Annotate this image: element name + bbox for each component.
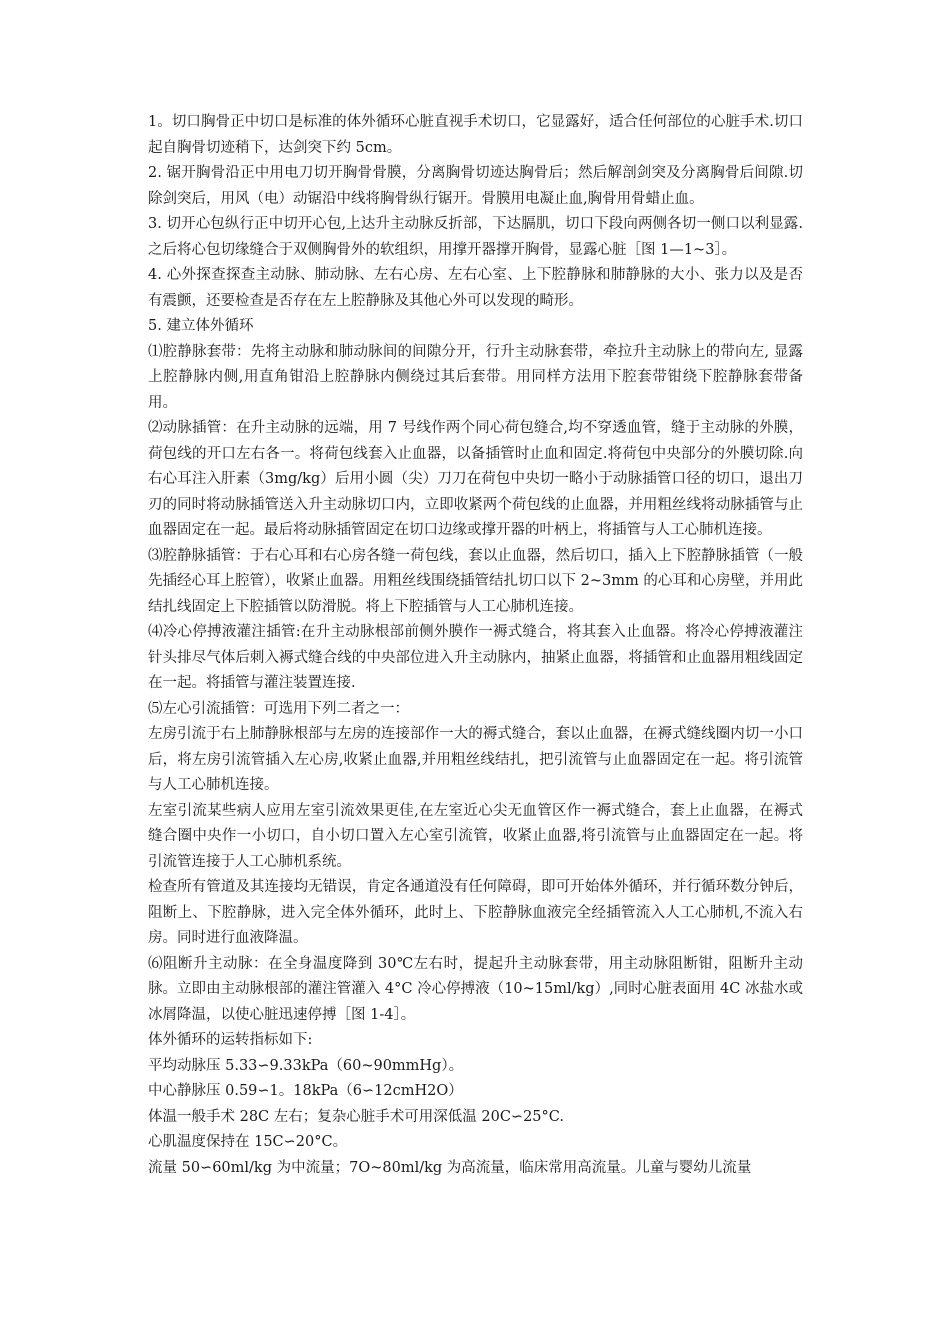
paragraph-venous-cannulation: ⑶腔静脉插管：于右心耳和右心房各缝一荷包线，套以止血器，然后切口，插入上下腔静脉插管（一般先插经心耳上腔管），收紧止血器。用粗丝线围绕插管结扎切口以下 2~3mm 的心耳和心房壁，并用此结扎线固定上下腔插管以防滑脱。将上下腔插管与人工心肺机连接。: [148, 547, 803, 615]
paragraph-left-ventricular-vent: 左室引流某些病人应用左室引流效果更佳,在左室近心尖无血管区作一褥式缝合，套上止血器，在褥式缝合圈中央作一小切口，自小切口置入左心室引流管，收紧止血器,将引流管与止血器固定在一起。将引流管连接于人工心肺机系统。: [148, 802, 803, 870]
document-body: [148, 110, 803, 1181]
paragraph-central-venous-pressure: 中心静脉压 0.59∽1。18kPa（6∽12cmH2O）: [148, 1083, 463, 1099]
paragraph-mean-arterial-pressure: 平均动脉压 5.33∽9.33kPa（60~90mmHg）。: [148, 1057, 464, 1074]
paragraph-arterial-cannulation: ⑵动脉插管：在升主动脉的远端，用 7 号线作两个同心荷包缝合,均不穿透血管，缝于主动脉的外膜，荷包线的开口左右各一。将荷包线套入止血器，以备插管时止血和固定.将荷包中央部分的外膜切除.向右心耳注入肝素（3mg/kg）后用小圆（尖）刀刀在荷包中央切一略小于动脉插管口径的切口，退出刀刃的同时将动脉插管送入升主动脉切口内，立即收紧两个荷包线的止血器，并用粗丝线将动脉插管与止血器固定在一起。最后将动脉插管固定在切口边缘或撑开器的叶柄上，将插管与人工心肺机连接。: [148, 420, 803, 538]
paragraph-pericardium: 3. 切开心包纵行正中切开心包,上达升主动脉反折部，下达膈肌，切口下段向两侧各切一侧口以利显露.之后将心包切缘缝合于双侧胸骨外的软组织，用撑开器撑开胸骨，显露心脏［图 1—1~3］。: [148, 216, 803, 258]
paragraph-exploration: 4. 心外探查探查主动脉、肺动脉、左右心房、左右心室、上下腔静脉和肺静脉的大小、张力以及是否有震颤，还要检查是否存在左上腔静脉及其他心外可以发现的畸形。: [148, 267, 803, 309]
paragraph-cpb-heading: 5. 建立体外循环: [148, 318, 254, 334]
paragraph-flow-rate: 流量 50∽60ml/kg 为中流量；7O~80ml/kg 为高流量，临床常用高流量。儿童与婴幼儿流量: [148, 1159, 752, 1176]
paragraph-cardioplegia-cannula: ⑷冷心停搏液灌注插管:在升主动脉根部前侧外膜作一褥式缝合，将其套入止血器。将冷心停搏液灌注针头排尽气体后刺入褥式缝合线的中央部位进入升主动脉内，抽紧止血器，将插管和止血器用粗线固定在一起。将插管与灌注装置连接.: [148, 624, 803, 691]
paragraph-sternotomy: 2. 锯开胸骨沿正中用电刀切开胸骨骨膜，分离胸骨切迹达胸骨后；然后解剖剑突及分离胸骨后间隙.切除剑突后，用风（电）动锯沿中线将胸骨纵行锯开。骨膜用电凝止血,胸骨用骨蜡止血。: [148, 165, 803, 207]
paragraph-left-heart-vent: ⑸左心引流插管：可选用下列二者之一：: [148, 700, 409, 717]
paragraph-body-temperature: 体温一般手术 28C 左右；复杂心脏手术可用深低温 20C∽25°C.: [148, 1108, 564, 1125]
paragraph-aortic-clamp: ⑹阻断升主动脉：在全身温度降到 30℃左右时，提起升主动脉套带，用主动脉阻断钳，阻断升主动脉。立即由主动脉根部的灌注管灌入 4°C 冷心停搏液（10~15ml/kg）,同时心脏表面用 4C 冰盐水或冰屑降温，以使心脏迅速停搏［图 1-4］。: [148, 955, 803, 1023]
paragraph-left-atrial-vent: 左房引流于右上肺静脉根部与左房的连接部作一大的褥式缝合，套以止血器，在褥式缝线圈内切一小口后，将左房引流管插入左心房,收紧止血器,并用粗丝线结扎，把引流管与止血器固定在一起。将引流管与人工心肺机连接。: [148, 726, 803, 793]
paragraph-myocardial-temperature: 心肌温度保持在 15C∽20°C。: [148, 1134, 348, 1150]
paragraph-indicators-heading: 体外循环的运转指标如下:: [148, 1032, 313, 1048]
paragraph-vena-cava-tapes: ⑴腔静脉套带：先将主动脉和肺动脉间的间隙分开，行升主动脉套带，牵拉升主动脉上的带向左, 显露上腔静脉内侧,用直角钳沿上腔静脉内侧绕过其后套带。用同样方法用下腔套带钳绕下腔静脉套带备用。: [148, 343, 803, 411]
paragraph-start-bypass: 检查所有管道及其连接均无错误，肯定各通道没有任何障碍，即可开始体外循环，并行循环数分钟后，阻断上、下腔静脉，进入完全体外循环，此时上、下腔静脉血液完全经插管流入人工心肺机,不流入右房。同时进行血液降温。: [148, 879, 803, 946]
paragraph-incision: 1。切口胸骨正中切口是标准的体外循环心脏直视手术切口，它显露好，适合任何部位的心脏手术.切口起自胸骨切迹稍下，达剑突下约 5cm。: [148, 114, 803, 156]
